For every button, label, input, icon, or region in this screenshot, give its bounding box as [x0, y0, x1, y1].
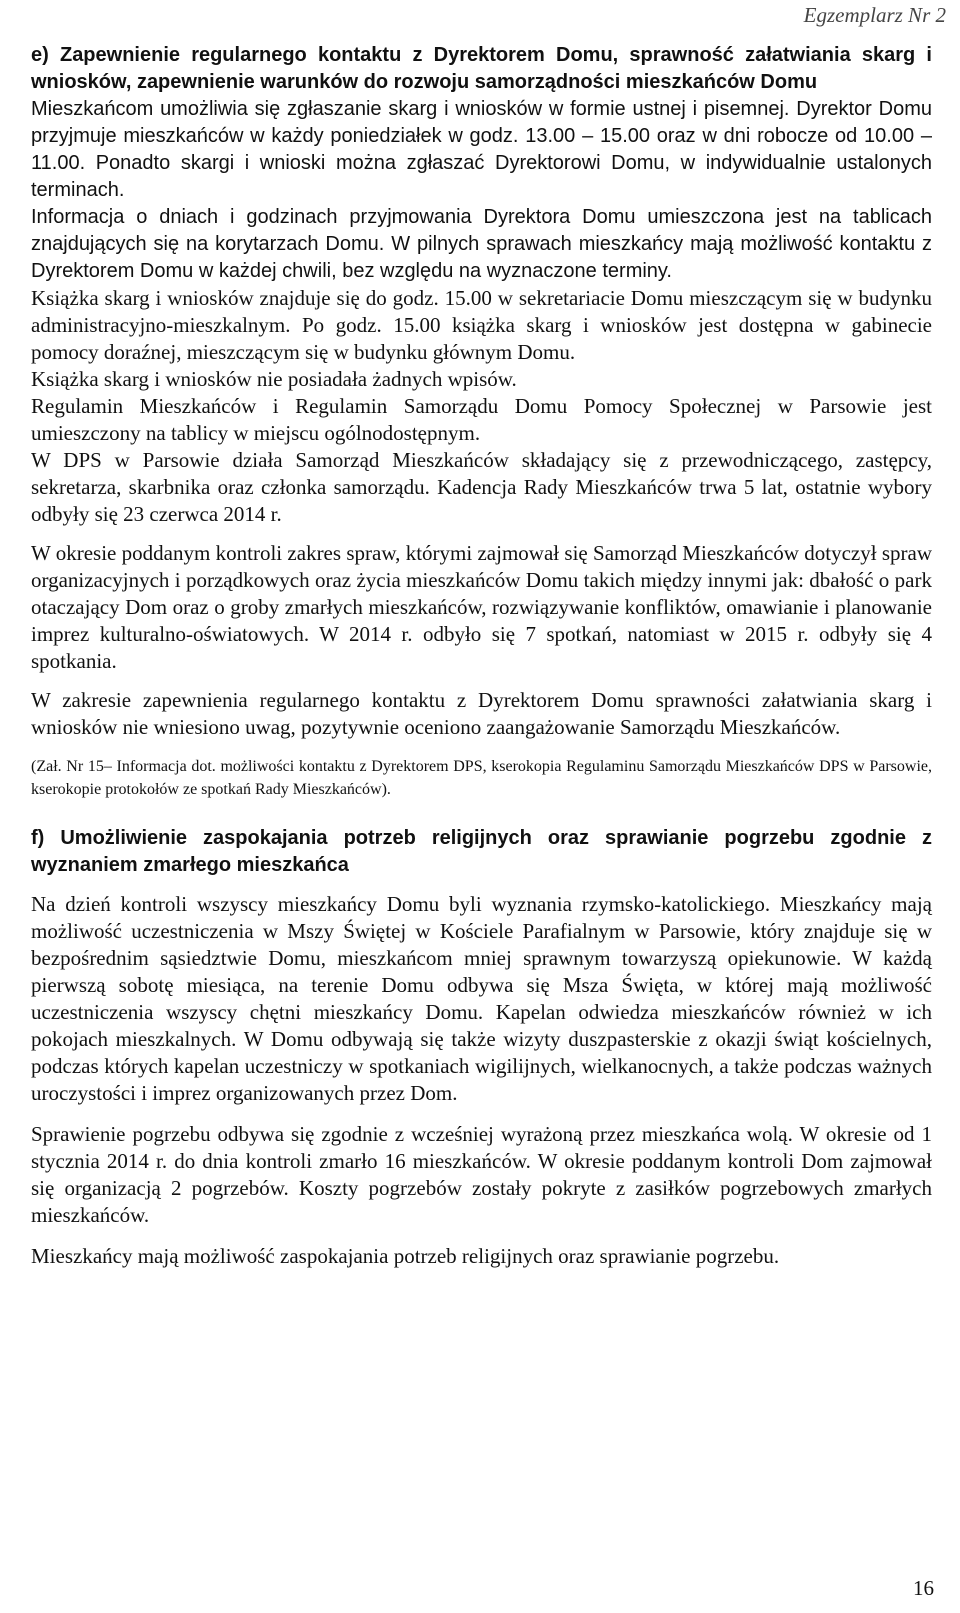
page-number: 16 [913, 1576, 934, 1600]
section-e [31, 0, 932, 801]
section-f [31, 825, 932, 1270]
copy-number-label: Egzemplarz Nr 2 [803, 3, 946, 27]
section-e-heading: e) Zapewnienie regularnego kontaktu z Dyrektorem Domu, sprawność załatwiania skarg i wniosków, zapewnienie warunków do rozwoju samorządności mieszkańców Domu [31, 44, 932, 93]
section-e-paragraph-3: Książka skarg i wniosków znajduje się do godz. 15.00 w sekretariacie Domu mieszczącym się w budynku administracyjno-mieszkalnym. Po godz. 15.00 książka skarg i wniosków jest dostępna w gabinecie pomocy doraźnej, mieszczącym się w budynku głównym Domu. [31, 286, 932, 364]
section-e-paragraph-1: Mieszkańcom umożliwia się zgłaszanie skarg i wniosków w formie ustnej i pisemnej. Dyrektor Domu przyjmuje mieszkańców w każdy poniedziałek w godz. 13.00 – 15.00 oraz w dni robocze od 10.00 – 11.00. Ponadto skargi i wnioski można zgłaszać Dyrektorowi Domu, w indywidualnie ustalonych terminach. [31, 98, 932, 201]
section-e-paragraph-2: Informacja o dniach i godzinach przyjmowania Dyrektora Domu umieszczona jest na tablicach znajdujących się na korytarzach Domu. W pilnych sprawach mieszkańcy mają możliwość kontaktu z Dyrektorem Domu w każdej chwili, bez względu na wyznaczone terminy. [31, 206, 932, 282]
section-e-paragraph-7: W okresie poddanym kontroli zakres spraw, którymi zajmował się Samorząd Mieszkańców dotyczył spraw organizacyjnych i porządkowych oraz życia mieszkańców Domu takich między innymi jak: dbałość o park otaczający Dom oraz o groby zmarłych mieszkańców, rozwiązywanie konfliktów, omawianie i planowanie imprez kulturalno-oświatowych. W 2014 r. odbyło się 7 spotkań, natomiast w 2015 r. odbyły się 4 spotkania. [31, 541, 932, 673]
section-e-paragraph-5: Regulamin Mieszkańców i Regulamin Samorządu Domu Pomocy Społecznej w Parsowie jest umieszczony na tablicy w miejscu ogólnodostępnym. [31, 394, 932, 445]
section-f-heading: f) Umożliwienie zaspokajania potrzeb religijnych oraz sprawianie pogrzebu zgodnie z wyznaniem zmarłego mieszkańca [31, 827, 932, 876]
section-e-paragraph-6: W DPS w Parsowie działa Samorząd Mieszkańców składający się z przewodniczącego, zastępcy, sekretarza, skarbnika oraz członka samorządu. Kadencja Rady Mieszkańców trwa 5 lat, ostatnie wybory odbyły się 23 czerwca 2014 r. [31, 448, 932, 526]
section-f-paragraph-3: Mieszkańcy mają możliwość zaspokajania potrzeb religijnych oraz sprawianie pogrzebu. [31, 1244, 780, 1268]
section-f-paragraph-1: Na dzień kontroli wszyscy mieszkańcy Domu byli wyznania rzymsko-katolickiego. Mieszkańcy mają możliwość uczestniczenia w Mszy Świętej w Kościele Parafialnym w Parsowie, który znajduje się w bezpośrednim sąsiedztwie Domu, mieszkańcom mniej sprawnym towarzyszą opiekunowie. W każdą pierwszą sobotę miesiąca, na terenie Domu odbywa się Msza Święta, w której mają możliwość uczestniczenia wszyscy chętni mieszkańcy Domu. Kapelan odwiedza mieszkańców również w ich pokojach mieszkalnych. W Domu odbywają się także wizyty duszpasterskie z okazji świąt kościelnych, podczas których kapelan uczestniczy w spotkaniach wigilijnych, wielkanocnych, a także podczas ważnych uroczystości i imprez organizowanych przez Dom. [31, 892, 932, 1105]
section-e-paragraph-8: W zakresie zapewnienia regularnego kontaktu z Dyrektorem Domu sprawności załatwiania skarg i wniosków nie wniesiono uwag, pozytywnie oceniono zaangażowanie Samorządu Mieszkańców. [31, 688, 932, 739]
attachment-note: (Zał. Nr 15– Informacja dot. możliwości kontaktu z Dyrektorem DPS, kserokopia Regulaminu Samorządu Mieszkańców DPS w Parsowie, kserokopie protokołów ze spotkań Rady Mieszkańców). [31, 758, 932, 798]
section-f-paragraph-2: Sprawienie pogrzebu odbywa się zgodnie z wcześniej wyrażoną przez mieszkańca wolą. W okresie od 1 stycznia 2014 r. do dnia kontroli zmarło 16 mieszkańców. W okresie poddanym kontroli Dom zajmował się organizacją 2 pogrzebów. Koszty pogrzebów zostały pokryte z zasiłków pogrzebowych zmarłych mieszkańców. [31, 1122, 932, 1227]
section-e-paragraph-4: Książka skarg i wniosków nie posiadała żadnych wpisów. [31, 367, 517, 391]
